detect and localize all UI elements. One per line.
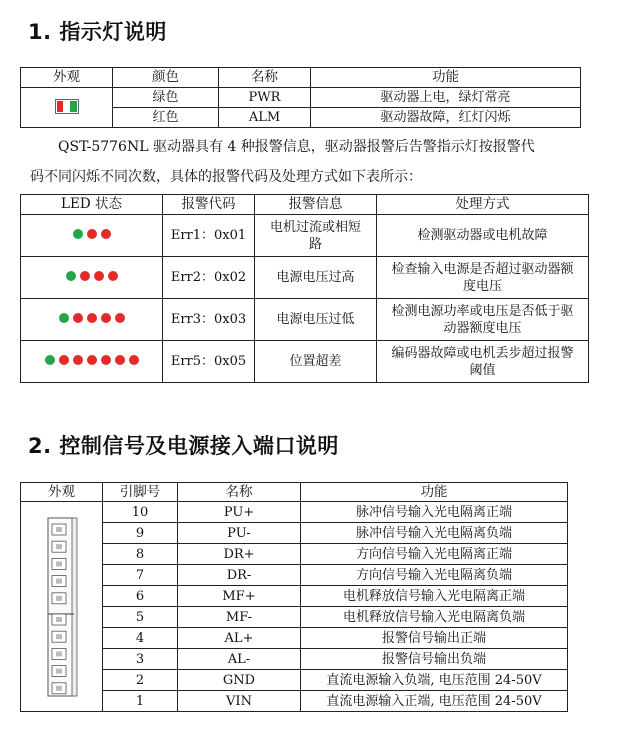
alarm-info: 电机过流或相短路 xyxy=(255,215,377,257)
red-led-dot xyxy=(108,271,118,281)
red-led-dot xyxy=(73,355,83,365)
alarm-handling: 检测驱动器或电机故障 xyxy=(377,215,589,257)
led-blink-pattern xyxy=(59,313,125,323)
indicator-function: 驱动器故障，红灯闪烁 xyxy=(311,108,581,128)
pin-function: 直流电源输入负端, 电压范围 24-50V xyxy=(301,670,568,691)
connector-screw xyxy=(56,668,62,673)
connector-screw xyxy=(56,617,62,622)
alarm-code: Err5：0x05 xyxy=(163,341,255,383)
green-led-dot xyxy=(73,229,83,239)
pin-function: 报警信号输出负端 xyxy=(301,649,568,670)
pin-function: 直流电源输入正端, 电压范围 24-50V xyxy=(301,691,568,712)
pin-function: 电机释放信号输入光电隔离正端 xyxy=(301,586,568,607)
connector-screw xyxy=(56,544,62,549)
led-indicator-cell xyxy=(21,88,113,128)
red-led-dot xyxy=(101,229,111,239)
pin-number: 3 xyxy=(103,649,178,670)
pin-name: MF+ xyxy=(178,586,301,607)
red-led-dot xyxy=(94,271,104,281)
connector-image-cell xyxy=(21,502,103,712)
pin-function: 报警信号输出正端 xyxy=(301,628,568,649)
col-header-appearance: 外观 xyxy=(21,483,103,502)
led-blink-pattern xyxy=(73,229,111,239)
indicator-color: 绿色 xyxy=(113,88,219,108)
alarm-handling: 检测电源功率或电压是否低于驱动器额度电压 xyxy=(377,299,589,341)
red-led-dot xyxy=(87,313,97,323)
col-header-led-state: LED 状态 xyxy=(21,195,163,215)
connector-screw xyxy=(56,685,62,690)
alarm-description-line2: 码不同闪烁不同次数，具体的报警代码及处理方式如下表所示： xyxy=(30,169,422,185)
pin-function: 电机释放信号输入光电隔离负端 xyxy=(301,607,568,628)
connector-screw xyxy=(56,527,62,532)
pin-number: 9 xyxy=(103,523,178,544)
pin-number: 1 xyxy=(103,691,178,712)
col-header-alarm-code: 报警代码 xyxy=(163,195,255,215)
pin-function: 脉冲信号输入光电隔离负端 xyxy=(301,523,568,544)
alarm-handling: 编码器故障或电机丢步超过报警阈值 xyxy=(377,341,589,383)
red-led-dot xyxy=(87,355,97,365)
alarm-code: Err1：0x01 xyxy=(163,215,255,257)
led-state-cell xyxy=(21,341,163,383)
pin-function: 方向信号输入光电隔离负端 xyxy=(301,565,568,586)
terminal-connector-icon xyxy=(42,516,82,698)
green-led-dot xyxy=(59,313,69,323)
pin-number: 10 xyxy=(103,502,178,523)
alarm-table xyxy=(20,194,589,383)
indicator-color: 红色 xyxy=(113,108,219,128)
col-header-color: 颜色 xyxy=(113,68,219,88)
pin-name: DR- xyxy=(178,565,301,586)
col-header-name: 名称 xyxy=(178,483,301,502)
led-blink-pattern xyxy=(45,355,139,365)
pin-number: 2 xyxy=(103,670,178,691)
connector-screw xyxy=(56,578,62,583)
led-indicator-icon xyxy=(55,99,79,114)
alarm-code: Err3：0x03 xyxy=(163,299,255,341)
pin-number: 7 xyxy=(103,565,178,586)
alarm-description xyxy=(30,132,600,192)
alarm-info: 位置超差 xyxy=(255,341,377,383)
alarm-handling: 检查输入电源是否超过驱动器额度电压 xyxy=(377,257,589,299)
pin-number: 4 xyxy=(103,628,178,649)
pin-number: 8 xyxy=(103,544,178,565)
red-led-dot xyxy=(73,313,83,323)
connector-screw xyxy=(56,634,62,639)
red-led-dot xyxy=(80,271,90,281)
pin-function: 脉冲信号输入光电隔离正端 xyxy=(301,502,568,523)
led-blink-pattern xyxy=(66,271,118,281)
col-header-appearance: 外观 xyxy=(21,68,113,88)
connector-screw xyxy=(56,651,62,656)
led-state-cell xyxy=(21,215,163,257)
connector-screw xyxy=(56,595,62,600)
red-led-dot xyxy=(87,229,97,239)
red-led-dot xyxy=(101,355,111,365)
alarm-info: 电源电压过低 xyxy=(255,299,377,341)
connector-screw xyxy=(56,561,62,566)
alarm-info: 电源电压过高 xyxy=(255,257,377,299)
green-led-dot xyxy=(66,271,76,281)
col-header-handling: 处理方式 xyxy=(377,195,589,215)
led-state-cell xyxy=(21,257,163,299)
pin-name: MF- xyxy=(178,607,301,628)
alarm-code: Err2：0x02 xyxy=(163,257,255,299)
pin-name: GND xyxy=(178,670,301,691)
indicator-table xyxy=(20,67,581,128)
pin-name: PU- xyxy=(178,523,301,544)
col-header-function: 功能 xyxy=(311,68,581,88)
alarm-description-line1: QST-5776NL 驱动器具有 4 种报警信息，驱动器报警后告警指示灯按报警代 xyxy=(58,139,535,155)
green-led-dot xyxy=(45,355,55,365)
port-table xyxy=(20,482,568,712)
pin-name: AL- xyxy=(178,649,301,670)
indicator-name: ALM xyxy=(219,108,311,128)
indicator-function: 驱动器上电，绿灯常亮 xyxy=(311,88,581,108)
red-led-dot xyxy=(101,313,111,323)
section2-title: 2. 控制信号及电源接入端口说明 xyxy=(28,434,339,458)
pin-name: DR+ xyxy=(178,544,301,565)
col-header-alarm-info: 报警信息 xyxy=(255,195,377,215)
col-header-pin: 引脚号 xyxy=(103,483,178,502)
pin-number: 6 xyxy=(103,586,178,607)
pin-number: 5 xyxy=(103,607,178,628)
col-header-name: 名称 xyxy=(219,68,311,88)
col-header-function: 功能 xyxy=(301,483,568,502)
led-state-cell xyxy=(21,299,163,341)
indicator-name: PWR xyxy=(219,88,311,108)
pin-name: AL+ xyxy=(178,628,301,649)
pin-function: 方向信号输入光电隔离正端 xyxy=(301,544,568,565)
red-led-dot xyxy=(129,355,139,365)
pin-name: VIN xyxy=(178,691,301,712)
section1-title: 1. 指示灯说明 xyxy=(28,20,167,44)
red-led-dot xyxy=(115,355,125,365)
red-led-dot xyxy=(115,313,125,323)
red-led-dot xyxy=(59,355,69,365)
pin-name: PU+ xyxy=(178,502,301,523)
